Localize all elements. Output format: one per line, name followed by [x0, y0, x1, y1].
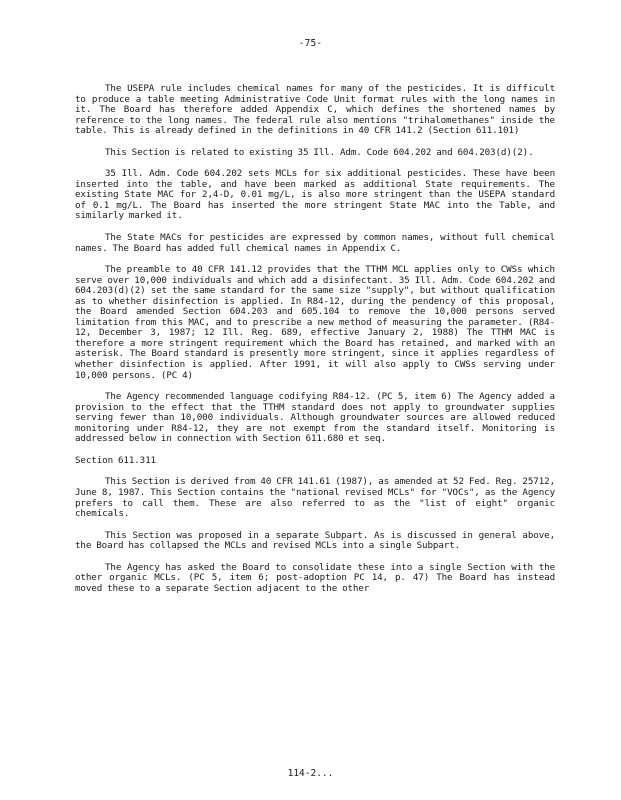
paragraph: The Agency recommended language codifying R84-12. (PC 5, item 6) The Agency added a provision to the effect that the TTHM standard does not apply to groundwater supplies serving fewer than 10,000 individuals. Although groundwater sources are allowed reduced monitoring under R84-12, they are not exempt from the standard itself. Monitoring is addressed below in connection with Section 611.680 et seq.	[75, 391, 555, 445]
paragraph: 35 Ill. Adm. Code 604.202 sets MCLs for six additional pesticides. These have been inserted into the table, and have been marked as additional State requirements. The existing State MAC for 2,4-D, 0.01 mg/L, is also more stringent than the USEPA standard of 0.1 mg/L. The Board has inserted the more stringent State MAC into the Table, and similarly marked it.	[75, 168, 555, 222]
paragraph: The Agency has asked the Board to consolidate these into a single Section with the other organic MCLs. (PC 5, item 6; post-adoption PC 14, p. 47) The Board has instead moved these to a separate Section adjacent to the other	[75, 561, 555, 594]
paragraph: The preamble to 40 CFR 141.12 provides that the TTHM MCL applies only to CWSs which serve over 10,000 individuals and which add a disinfectant. 35 Ill. Adm. Code 604.202 and 604.203(d)(2) set the same standard for the same size "supply", but without qualification as to whether disinfection is applied. In R84-12, during the pendency of this proposal, the Board amended Section 604.203 and 605.104 to remove the 10,000 persons served limitation from this MAC, and to prescribe a new method of measuring the parameter. (R84-12, December 3, 1987; 12 Ill. Reg. 689, effective January 2, 1988) The TTHM MAC is therefore a more stringent requirement which the Board has retained, and marked with an asterisk. The Board standard is presently more stringent, since it applies regardless of whether disinfection is applied. After 1991, it will also apply to CWSs serving under 10,000 persons. (PC 4)	[75, 264, 555, 381]
paragraph: The USEPA rule includes chemical names for many of the pesticides. It is difficult to produce a table meeting Administrative Code Unit format rules with the long names in it. The Board has therefore added Appendix C, which defines the shortened names by reference to the long names. The federal rule also mentions "trihalomethanes" inside the table. This is already defined in the definitions in 40 CFR 141.2 (Section 611.101)	[75, 83, 555, 137]
section-heading: Section 611.311	[75, 454, 156, 466]
body-text	[75, 84, 555, 605]
paragraph: This Section is related to existing 35 Ill. Adm. Code 604.202 and 604.203(d)(2).	[105, 146, 534, 158]
page-number: -75-	[298, 38, 323, 49]
paragraph: This Section is derived from 40 CFR 141.61 (1987), as amended at 52 Fed. Reg. 25712, June 8, 1987. This Section contains the "national revised MCLs" for "VOCs", as the Agency prefers to call them. These are also referred to as the "list of eight" organic chemicals.	[75, 476, 555, 520]
paragraph: This Section was proposed in a separate Subpart. As is discussed in general above, the Board has collapsed the MCLs and revised MCLs into a single Subpart.	[75, 529, 555, 552]
paragraph: The State MACs for pesticides are expressed by common names, without full chemical names. The Board has added full chemical names in Appendix C.	[75, 232, 555, 254]
page-footer: 114-2...	[287, 768, 334, 779]
